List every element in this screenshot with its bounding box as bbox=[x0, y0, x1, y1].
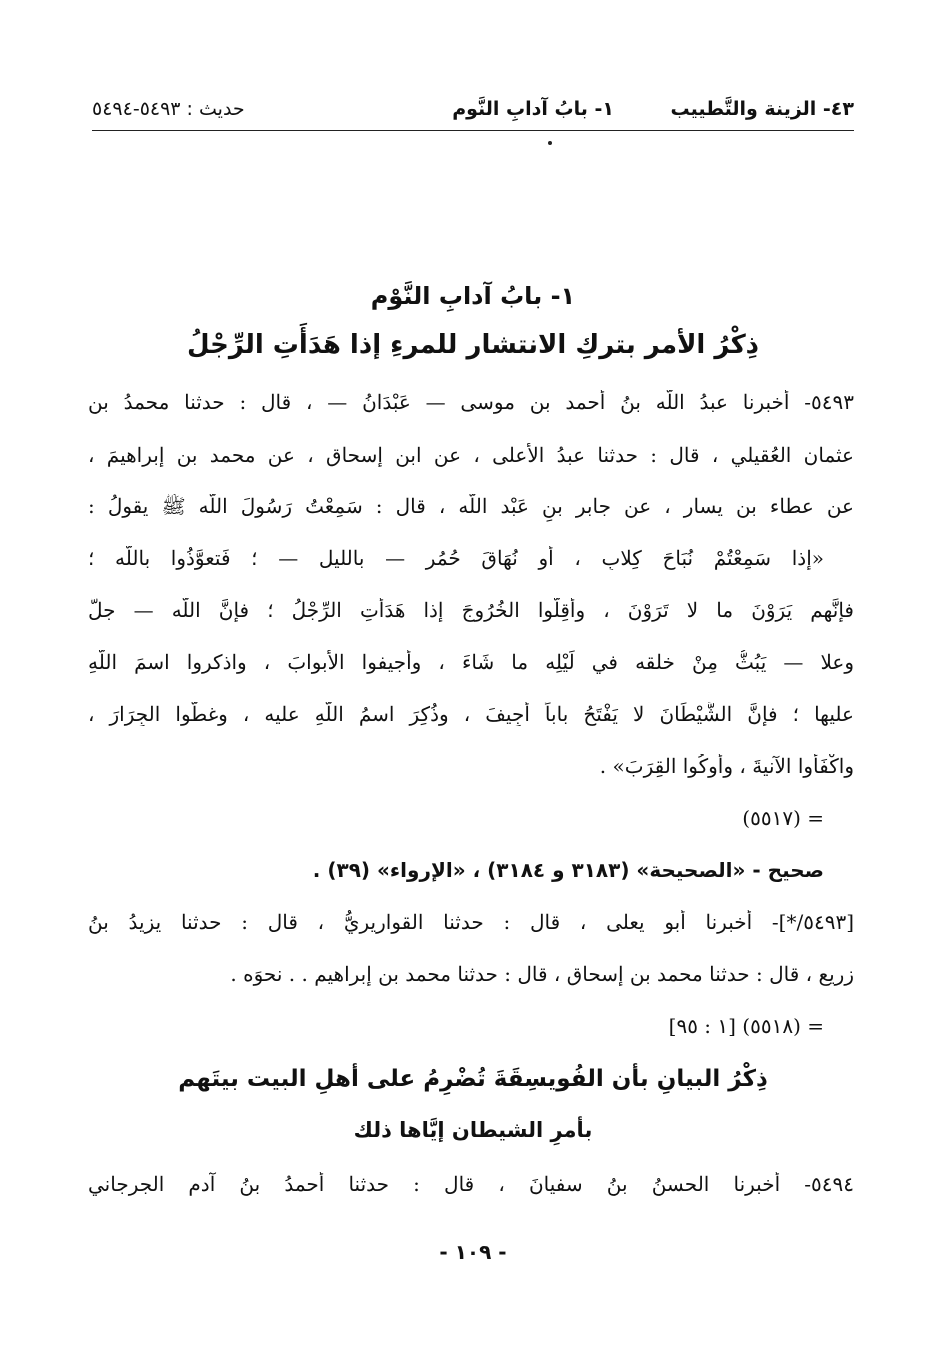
text-line: عثمان العُقيلي ، قال : حدثنا عبدُ الأعلى ، عن ابنِ إسحاق ، عن محمد بنِ إبراهيمَ ، bbox=[88, 443, 854, 467]
running-header bbox=[92, 92, 854, 132]
header-book-section: ٤٣- الزينة والتَّطييب bbox=[670, 98, 854, 120]
text-line: وعلا — يَبُثُّ مِنْ خلقه في لَيْلِه ما شَاءَ ، وأجيفوا الأبوابَ ، واذكروا اسمَ اللَّهِ bbox=[88, 650, 854, 674]
text-line: فإنَّهم يَرَوْنَ ما لا تَرَوْنَ ، وأَقِلُّوا الخُرُوجَ إذا هَدَأَتِ الرِّجْلُ ؛ فإنَّ اللَّه — جلَّ bbox=[88, 598, 854, 622]
text-line: واكْفَأُوا الآنيةَ ، وأوكُوا القِرَبَ» . bbox=[599, 754, 854, 778]
section-heading-cont: بأمرِ الشيطان إيَّاها ذلك bbox=[353, 1118, 593, 1142]
text-line: ٥٤٩٤- أخبرنا الحسنُ بنُ سفيانَ ، قال : حدثنا أحمدُ بنُ آدم الجرجاني bbox=[88, 1172, 854, 1196]
text-line: «إذا سَمِعْتُمْ نُبَاحَ كِلابٍ ، أو نُهَاقَ حُمُرٍ — بالليلِ — ؛ فَتعوَّذُوا باللَّه ؛ bbox=[88, 546, 824, 570]
header-rule bbox=[92, 130, 854, 131]
text-line: ٥٤٩٣- أخبرنا عبدُ اللَّه بنُ أحمد بنِ موسى — عَبْدَانُ — ، قال : حدثنا محمدُ بن bbox=[88, 390, 854, 414]
section-heading: ذِكْرُ البيانِ بأن الفُويسِقَةَ تُضْرِمُ على أهلِ البيت بيتَهم bbox=[178, 1066, 768, 1092]
cross-reference: = (٥٥١٨) [١ : ٩٥] bbox=[668, 1014, 824, 1038]
text-line: [٥٤٩٣/*]- أخبرنا أبو يعلى ، قال : حدثنا القواريريُّ ، قال : حدثنا يزيدُ بنُ bbox=[88, 910, 854, 934]
header-chapter-ref: ١- بابُ آدابِ النَّوم bbox=[452, 98, 614, 120]
header-hadith-range: حديث : ٥٤٩٣-٥٤٩٤ bbox=[92, 98, 245, 120]
text-line: زريع ، قال : حدثنا محمد بن إسحاق ، قال : حدثنا محمد بن إبراهيم . . نحوَه . bbox=[230, 962, 854, 986]
cross-reference: = (٥٥١٧) bbox=[742, 806, 824, 830]
section-heading: ذِكْرُ الأمر بتركِ الانتشار للمرءِ إذا هَدَأَتِ الرِّجْلُ bbox=[186, 330, 760, 360]
page-number: - ١٠٩ - bbox=[439, 1240, 507, 1264]
chapter-title: ١- بابُ آدابِ النَّوْم bbox=[370, 282, 576, 310]
header-dot bbox=[548, 141, 552, 145]
hadith-grading: صحيح - «الصحيحة» (٣١٨٣ و ٣١٨٤) ، «الإرواء» (٣٩) . bbox=[312, 858, 824, 882]
text-line: عليها ؛ فإنَّ الشَّيْطَانَ لا يَفْتَحُ باباً أُجِيفَ ، وذُكِرَ اسمُ اللَّهِ عليه ، وغطُّوا الجِرَارَ ، bbox=[88, 702, 854, 726]
text-line: عن عطاء بن يسار ، عن جابر بنِ عَبْد اللَّه ، قال : سَمِعْتُ رَسُولَ اللَّه ﷺ يقولُ : bbox=[88, 494, 854, 518]
